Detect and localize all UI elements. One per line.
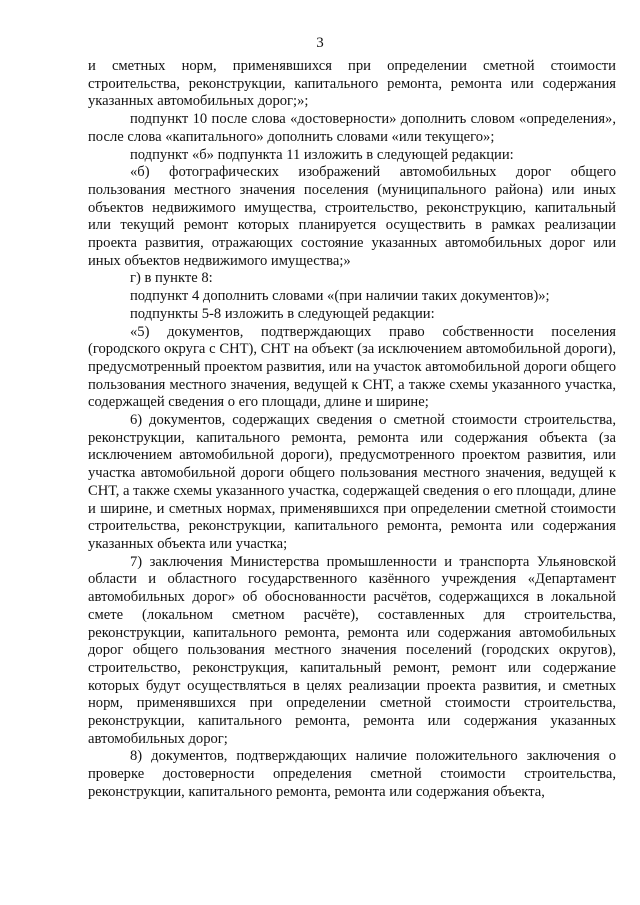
paragraph: подпункт 4 дополнить словами «(при наличии таких документов)»; <box>130 288 550 305</box>
paragraph: г) в пункте 8: <box>130 270 213 287</box>
paragraph: 8) документов, подтверждающих наличие положительного заключения о проверке достоверности определения сметной стоимости строительства, реконструкции, капитального ремонта, ремонта или содержания объекта, <box>88 748 616 800</box>
paragraph: «5) документов, подтверждающих право собственности поселения (городского округа с СНТ), СНТ на объект (за исключением автомобильной дороги), предусмотренный проектом развития, или на участок автомобильной дороги общего пользования местного значения, ведущей к СНТ, а также схемы указанного участка, содержащей сведения о его площади, длине и ширине; <box>88 323 616 411</box>
paragraph: 6) документов, содержащих сведения о сметной стоимости строительства, реконструкции, капитального ремонта, ремонта или содержания объекта (за исключением автомобильной дороги), предусмотренного проектом развития, или участка автомобильной дороги общего пользования местного значения, ведущей к СНТ, а также схемы указанного участка, содержащей сведения о его площади, длине и ширине, и сметных нормах, применявшихся при определении сметной стоимости строительства, реконструкции, капитального ремонта, ремонта или содержания указанных объекта или участка; <box>88 412 616 552</box>
paragraph: 7) заключения Министерства промышленности и транспорта Ульяновской области и областного государственного казённого учреждения «Департамент автомобильных дорог» об обоснованности расчётов, содержащихся в локальной смете (локальном сметном расчёте), составленных для строительства, реконструкции, капитального ремонта, ремонта или содержания автомобильных дорог общего пользования местного значения поселений (городских округов), строительство, реконструкция, капитальный ремонт, ремонт или содержание которых будут осуществляться в целях реализации проекта развития, и сметных норм, применявшихся при определении сметной стоимости строительства, реконструкции, капитального ремонта, ремонта или содержания указанных автомобильных дорог; <box>88 553 616 747</box>
paragraph-continuation: и сметных норм, применявшихся при определении сметной стоимости строительства, реконструкции, капитального ремонта, ремонта или содержания указанных автомобильных дорог;»; <box>88 58 616 110</box>
paragraph: «б) фотографических изображений автомобильных дорог общего пользования местного значения поселения (муниципального района) или иных объектов недвижимого имущества, строительство, реконструкцию, капитальный или текущий ремонт которых планируется осуществить в рамках реализации проекта развития, отражающих состояние указанных автомобильных дорог или иных объектов недвижимого имущества;» <box>88 164 616 269</box>
paragraph: подпункт «б» подпункта 11 изложить в следующей редакции: <box>130 146 514 163</box>
paragraph: подпункты 5-8 изложить в следующей редакции: <box>130 305 435 322</box>
document-body <box>88 58 616 802</box>
paragraph: подпункт 10 после слова «достоверности» дополнить словом «определения», после слова «капитального» дополнить словами «или текущего»; <box>88 111 616 145</box>
page-number: 3 <box>316 35 324 51</box>
